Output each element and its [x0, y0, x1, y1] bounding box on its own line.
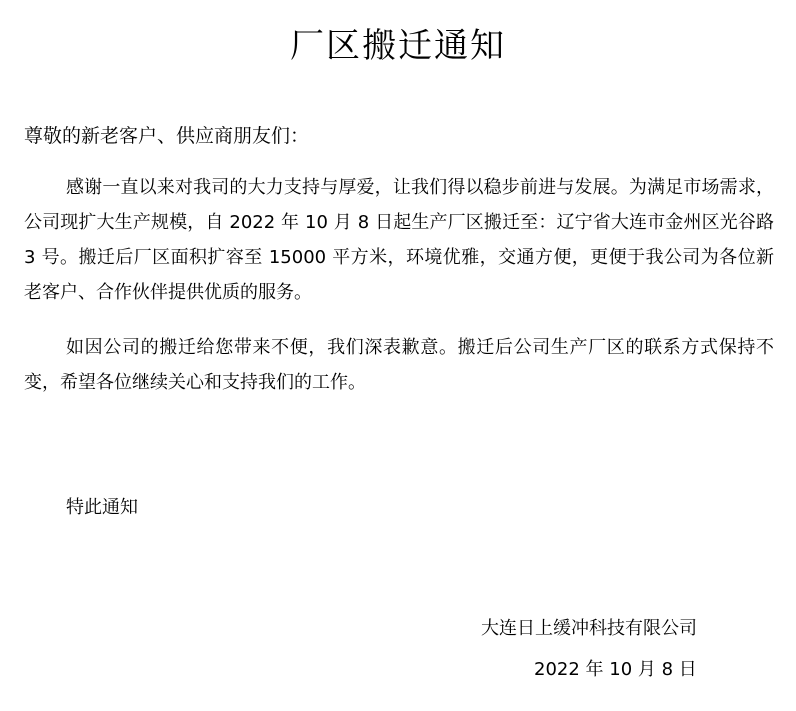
body-paragraph-relocation: 感谢一直以来对我司的大力支持与厚爱，让我们得以稳步前进与发展。为满足市场需求，公司现扩大生产规模，自 2022 年 10 月 8 日起生产厂区搬迁至：辽宁省大连市金州区光谷路 3 号。搬迁后厂区面积扩容至 15000 平方米，环境优雅，交通方便，更便于我公司为各位新老客户、合作伙伴提供优质的服务。 — [24, 177, 774, 303]
notice-date: 2022 年 10 月 8 日 — [534, 659, 697, 680]
company-signature: 大连日上缓冲科技有限公司 — [481, 618, 697, 639]
body-paragraph-apology: 如因公司的搬迁给您带来不便，我们深表歉意。搬迁后公司生产厂区的联系方式保持不变，希望各位继续关心和支持我们的工作。 — [24, 337, 774, 393]
closing-line: 特此通知 — [66, 497, 138, 518]
notice-title: 厂区搬迁通知 — [290, 26, 506, 66]
greeting-line: 尊敬的新老客户、供应商朋友们： — [24, 125, 310, 147]
